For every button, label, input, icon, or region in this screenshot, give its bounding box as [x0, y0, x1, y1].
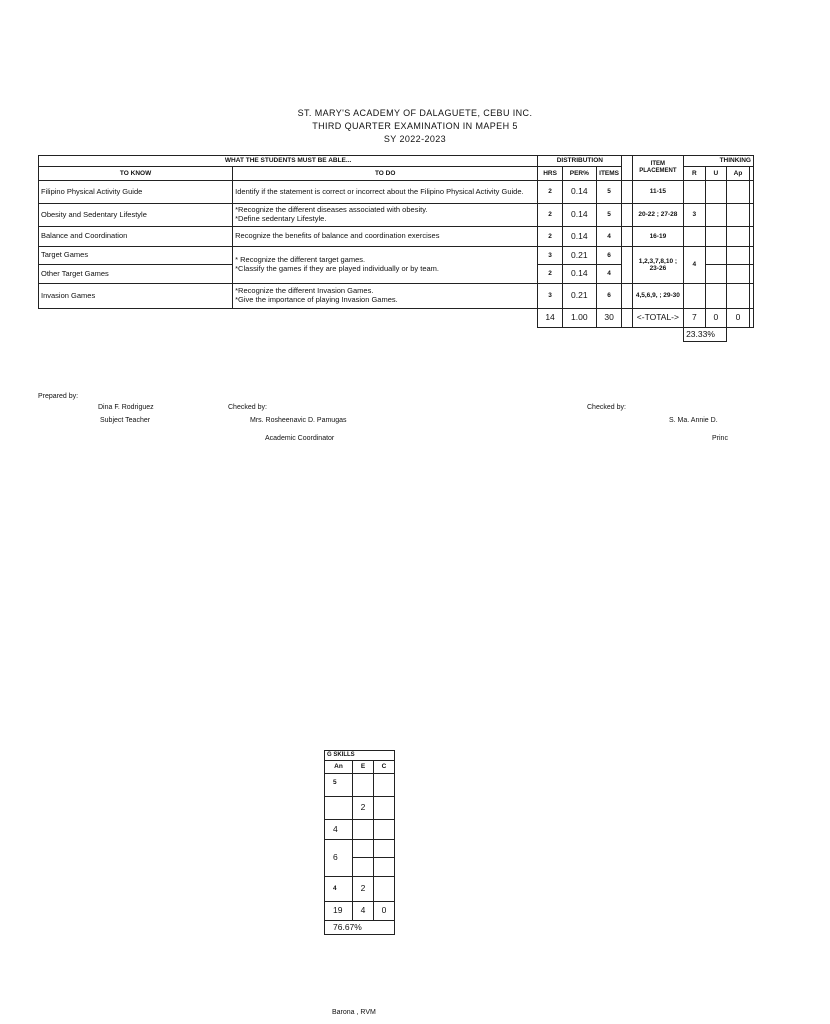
percent-value: 23.33%: [684, 328, 727, 342]
cell-hrs: 2: [538, 227, 563, 247]
school-name: ST. MARY'S ACADEMY OF DALAGUETE, CEBU INC.: [297, 108, 533, 118]
cell-ap: [727, 265, 750, 284]
cell-ap: [727, 181, 750, 204]
skills-title: G SKILLS: [325, 751, 395, 761]
cell-ap: [727, 284, 750, 309]
header-spacer: [622, 156, 632, 181]
cell-c: [374, 774, 395, 797]
cell-r: [684, 227, 706, 247]
cell-spacer: [622, 247, 632, 284]
total-label: <-TOTAL->: [632, 309, 683, 328]
cell-cut: [749, 309, 753, 328]
cell-per: 0.21: [562, 247, 596, 265]
cell-hrs: 3: [538, 284, 563, 309]
preparer-title: Subject Teacher: [100, 417, 151, 424]
cell-an: 6: [325, 840, 353, 877]
header-item-placement: ITEM PLACEMENT: [632, 156, 683, 181]
total-c: 0: [374, 902, 395, 921]
cell-placement: 20-22 ; 27-28: [632, 204, 683, 227]
cell-know: Balance and Coordination: [39, 227, 233, 247]
cell-cut: [749, 181, 753, 204]
tos-table: [38, 155, 754, 342]
main-table-wrapper: [38, 155, 751, 350]
cell-u: [705, 181, 727, 204]
preparer-name: Dina F. Rodriguez: [98, 404, 154, 411]
cell-per: 0.14: [562, 181, 596, 204]
cell-u: [705, 204, 727, 227]
cell-ap: [727, 247, 750, 265]
cell-e: 2: [353, 797, 374, 820]
cell-u: [705, 284, 727, 309]
cell-items: 4: [596, 227, 622, 247]
cell-cut: [749, 227, 753, 247]
cell-r: 4: [684, 247, 706, 284]
cell-items: 4: [596, 265, 622, 284]
header-what: WHAT THE STUDENTS MUST BE ABLE...: [39, 156, 538, 167]
cell-e: 2: [353, 877, 374, 902]
table-row: [325, 877, 395, 902]
total-an: 19: [325, 902, 353, 921]
checker1-title: Academic Coordinator: [265, 435, 335, 442]
cell-hrs: 3: [538, 247, 563, 265]
cell-spacer: [622, 227, 632, 247]
checked2-label: Checked by:: [587, 404, 626, 411]
cell-ap: [727, 227, 750, 247]
cell-cut: [749, 247, 753, 265]
cell-u: [705, 227, 727, 247]
cell-todo: Recognize the benefits of balance and coordination exercises: [233, 227, 538, 247]
header-ap: Ap: [727, 167, 750, 181]
cell-per: 0.14: [562, 265, 596, 284]
cell-an: 5: [325, 774, 353, 797]
total-row: [39, 309, 754, 328]
header-an: An: [325, 761, 353, 774]
cell-know: Filipino Physical Activity Guide: [39, 181, 233, 204]
cell-an: [325, 797, 353, 820]
total-items: 30: [596, 309, 622, 328]
cell-per: 0.21: [562, 284, 596, 309]
cell-c: [374, 820, 395, 840]
cell-spacer: [622, 181, 632, 204]
total-per: 1.00: [562, 309, 596, 328]
cell-placement: 11-15: [632, 181, 683, 204]
skills-table: [324, 750, 395, 935]
table-row: [325, 797, 395, 820]
header-cut: [749, 167, 753, 181]
table-row: [39, 227, 754, 247]
header-r: R: [684, 167, 706, 181]
table-row: [39, 247, 754, 265]
header-to-know: TO KNOW: [39, 167, 233, 181]
cell-ap: [727, 204, 750, 227]
cell-know: Obesity and Sedentary Lifestyle: [39, 204, 233, 227]
cell-spacer: [622, 284, 632, 309]
cell-cut: [749, 204, 753, 227]
footer-text: Barona , RVM: [332, 1009, 376, 1016]
header-e: E: [353, 761, 374, 774]
header-per: PER%: [562, 167, 596, 181]
cell-per: 0.14: [562, 227, 596, 247]
cell-spacer: [622, 309, 632, 328]
cell-per: 0.14: [562, 204, 596, 227]
cell-know: Invasion Games: [39, 284, 233, 309]
prepared-label: Prepared by:: [38, 393, 79, 400]
cell-know: Other Target Games: [39, 265, 233, 284]
header-c: C: [374, 761, 395, 774]
table-row: [39, 181, 754, 204]
header-to-do: TO DO: [233, 167, 538, 181]
header-u: U: [705, 167, 727, 181]
cell-items: 6: [596, 247, 622, 265]
school-year: SY 2022-2023: [383, 134, 447, 144]
table-row: [325, 774, 395, 797]
header-distribution: DISTRIBUTION: [538, 156, 622, 167]
total-row: [325, 902, 395, 921]
cell-spacer: [622, 204, 632, 227]
table-row: [39, 284, 754, 309]
cell-e: [353, 840, 374, 858]
cell-c: [374, 858, 395, 877]
cell-cut: [749, 284, 753, 309]
total-u: 0: [705, 309, 727, 328]
percent-row: [325, 921, 395, 935]
table-row: [325, 840, 395, 858]
cell-an: 4: [325, 820, 353, 840]
total-hrs: 14: [538, 309, 563, 328]
total-r: 7: [684, 309, 706, 328]
cell-c: [374, 840, 395, 858]
blank: [39, 328, 684, 342]
cell-u: [705, 265, 727, 284]
cell-hrs: 2: [538, 265, 563, 284]
total-e: 4: [353, 902, 374, 921]
checker2-title: Princ: [712, 435, 728, 442]
cell-items: 5: [596, 204, 622, 227]
cell-hrs: 2: [538, 204, 563, 227]
blank: [233, 309, 538, 328]
header-hrs: HRS: [538, 167, 563, 181]
cell-todo: *Recognize the different diseases associated with obesity. *Define sedentary Lifestyle.: [233, 204, 538, 227]
checked1-label: Checked by:: [228, 404, 267, 411]
cell-an: 4: [325, 877, 353, 902]
cell-r: [684, 181, 706, 204]
cell-placement: 4,5,6,9, ; 29-30: [632, 284, 683, 309]
cell-c: [374, 877, 395, 902]
cell-e: [353, 774, 374, 797]
header-thinking: THINKING: [684, 156, 754, 167]
checker2-name: S. Ma. Annie D.: [669, 417, 718, 424]
cell-items: 6: [596, 284, 622, 309]
percent-row: [39, 328, 754, 342]
exam-title: THIRD QUARTER EXAMINATION IN MAPEH 5: [312, 121, 518, 131]
cell-todo: * Recognize the different target games. *Classify the games if they are played individually or by team.: [233, 247, 538, 284]
blank: [727, 328, 754, 342]
cell-todo: *Recognize the different Invasion Games. *Give the importance of playing Invasion Games.: [233, 284, 538, 309]
cell-know: Target Games: [39, 247, 233, 265]
table-row: [325, 820, 395, 840]
cell-placement: 16-19: [632, 227, 683, 247]
header-items: ITEMS: [596, 167, 622, 181]
total-ap: 0: [727, 309, 750, 328]
table-row: [39, 204, 754, 227]
cell-hrs: 2: [538, 181, 563, 204]
cell-e: [353, 820, 374, 840]
cell-u: [705, 247, 727, 265]
cell-cut: [749, 265, 753, 284]
cell-placement: 1,2,3,7,8,10 ; 23-26: [632, 247, 683, 284]
cell-r: [684, 284, 706, 309]
blank: [39, 309, 233, 328]
checker1-name: Mrs. Rosheenavic D. Pamugas: [250, 417, 347, 424]
skills-percent: 76.67%: [325, 921, 395, 935]
cell-e: [353, 858, 374, 877]
cell-items: 5: [596, 181, 622, 204]
skills-table-wrapper: [327, 750, 396, 942]
cell-c: [374, 797, 395, 820]
cell-r: 3: [684, 204, 706, 227]
cell-todo: Identify if the statement is correct or incorrect about the Filipino Physical Activity Guide.: [233, 181, 538, 204]
